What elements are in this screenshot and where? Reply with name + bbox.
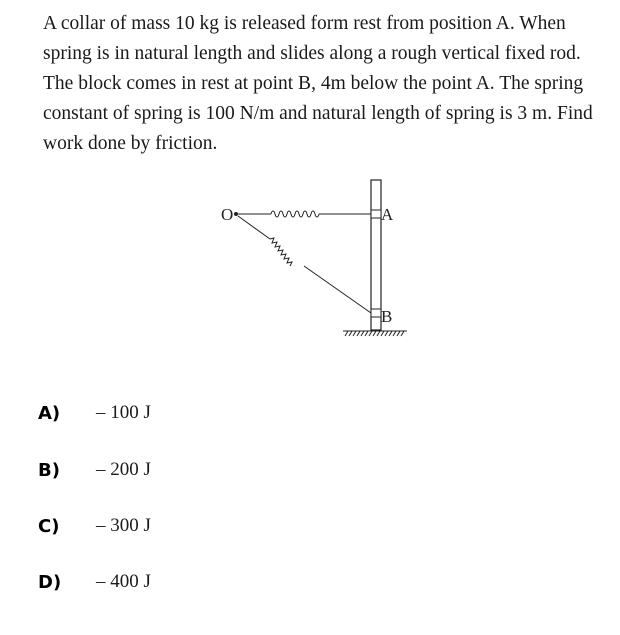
label-o: O [221,205,234,224]
label-b: B [381,307,393,326]
option-c[interactable] [38,511,151,541]
vertical-rod [371,180,381,330]
question-text: A collar of mass 10 kg is released form rest from position A. When spring is in natural length and slides along a rough vertical fixed rod. The block comes in rest at point B, 4m below the point A. The spring constant of spring is 100 N/m and natural length of spring is 3 m. Find work done by friction. [43,13,593,154]
pivot-o [234,212,238,216]
collar-b [371,309,381,317]
option-a-letter: A) [38,402,61,424]
option-d-text: – 400 J [96,571,151,592]
label-a: A [381,205,394,224]
horizontal-spring [238,211,371,217]
option-c-text: – 300 J [96,515,151,536]
option-b-letter: B) [38,459,60,481]
spring-collar-diagram [215,175,415,340]
option-d-letter: D) [38,571,62,593]
option-b-text: – 200 J [96,459,151,480]
option-d[interactable] [38,567,151,597]
ground-hatch [343,331,407,336]
collar-a [371,210,381,218]
option-a-text: – 100 J [96,402,151,423]
option-a[interactable] [38,398,151,428]
option-c-letter: C) [38,515,60,537]
option-b[interactable] [38,455,151,485]
diagonal-spring [238,216,371,313]
